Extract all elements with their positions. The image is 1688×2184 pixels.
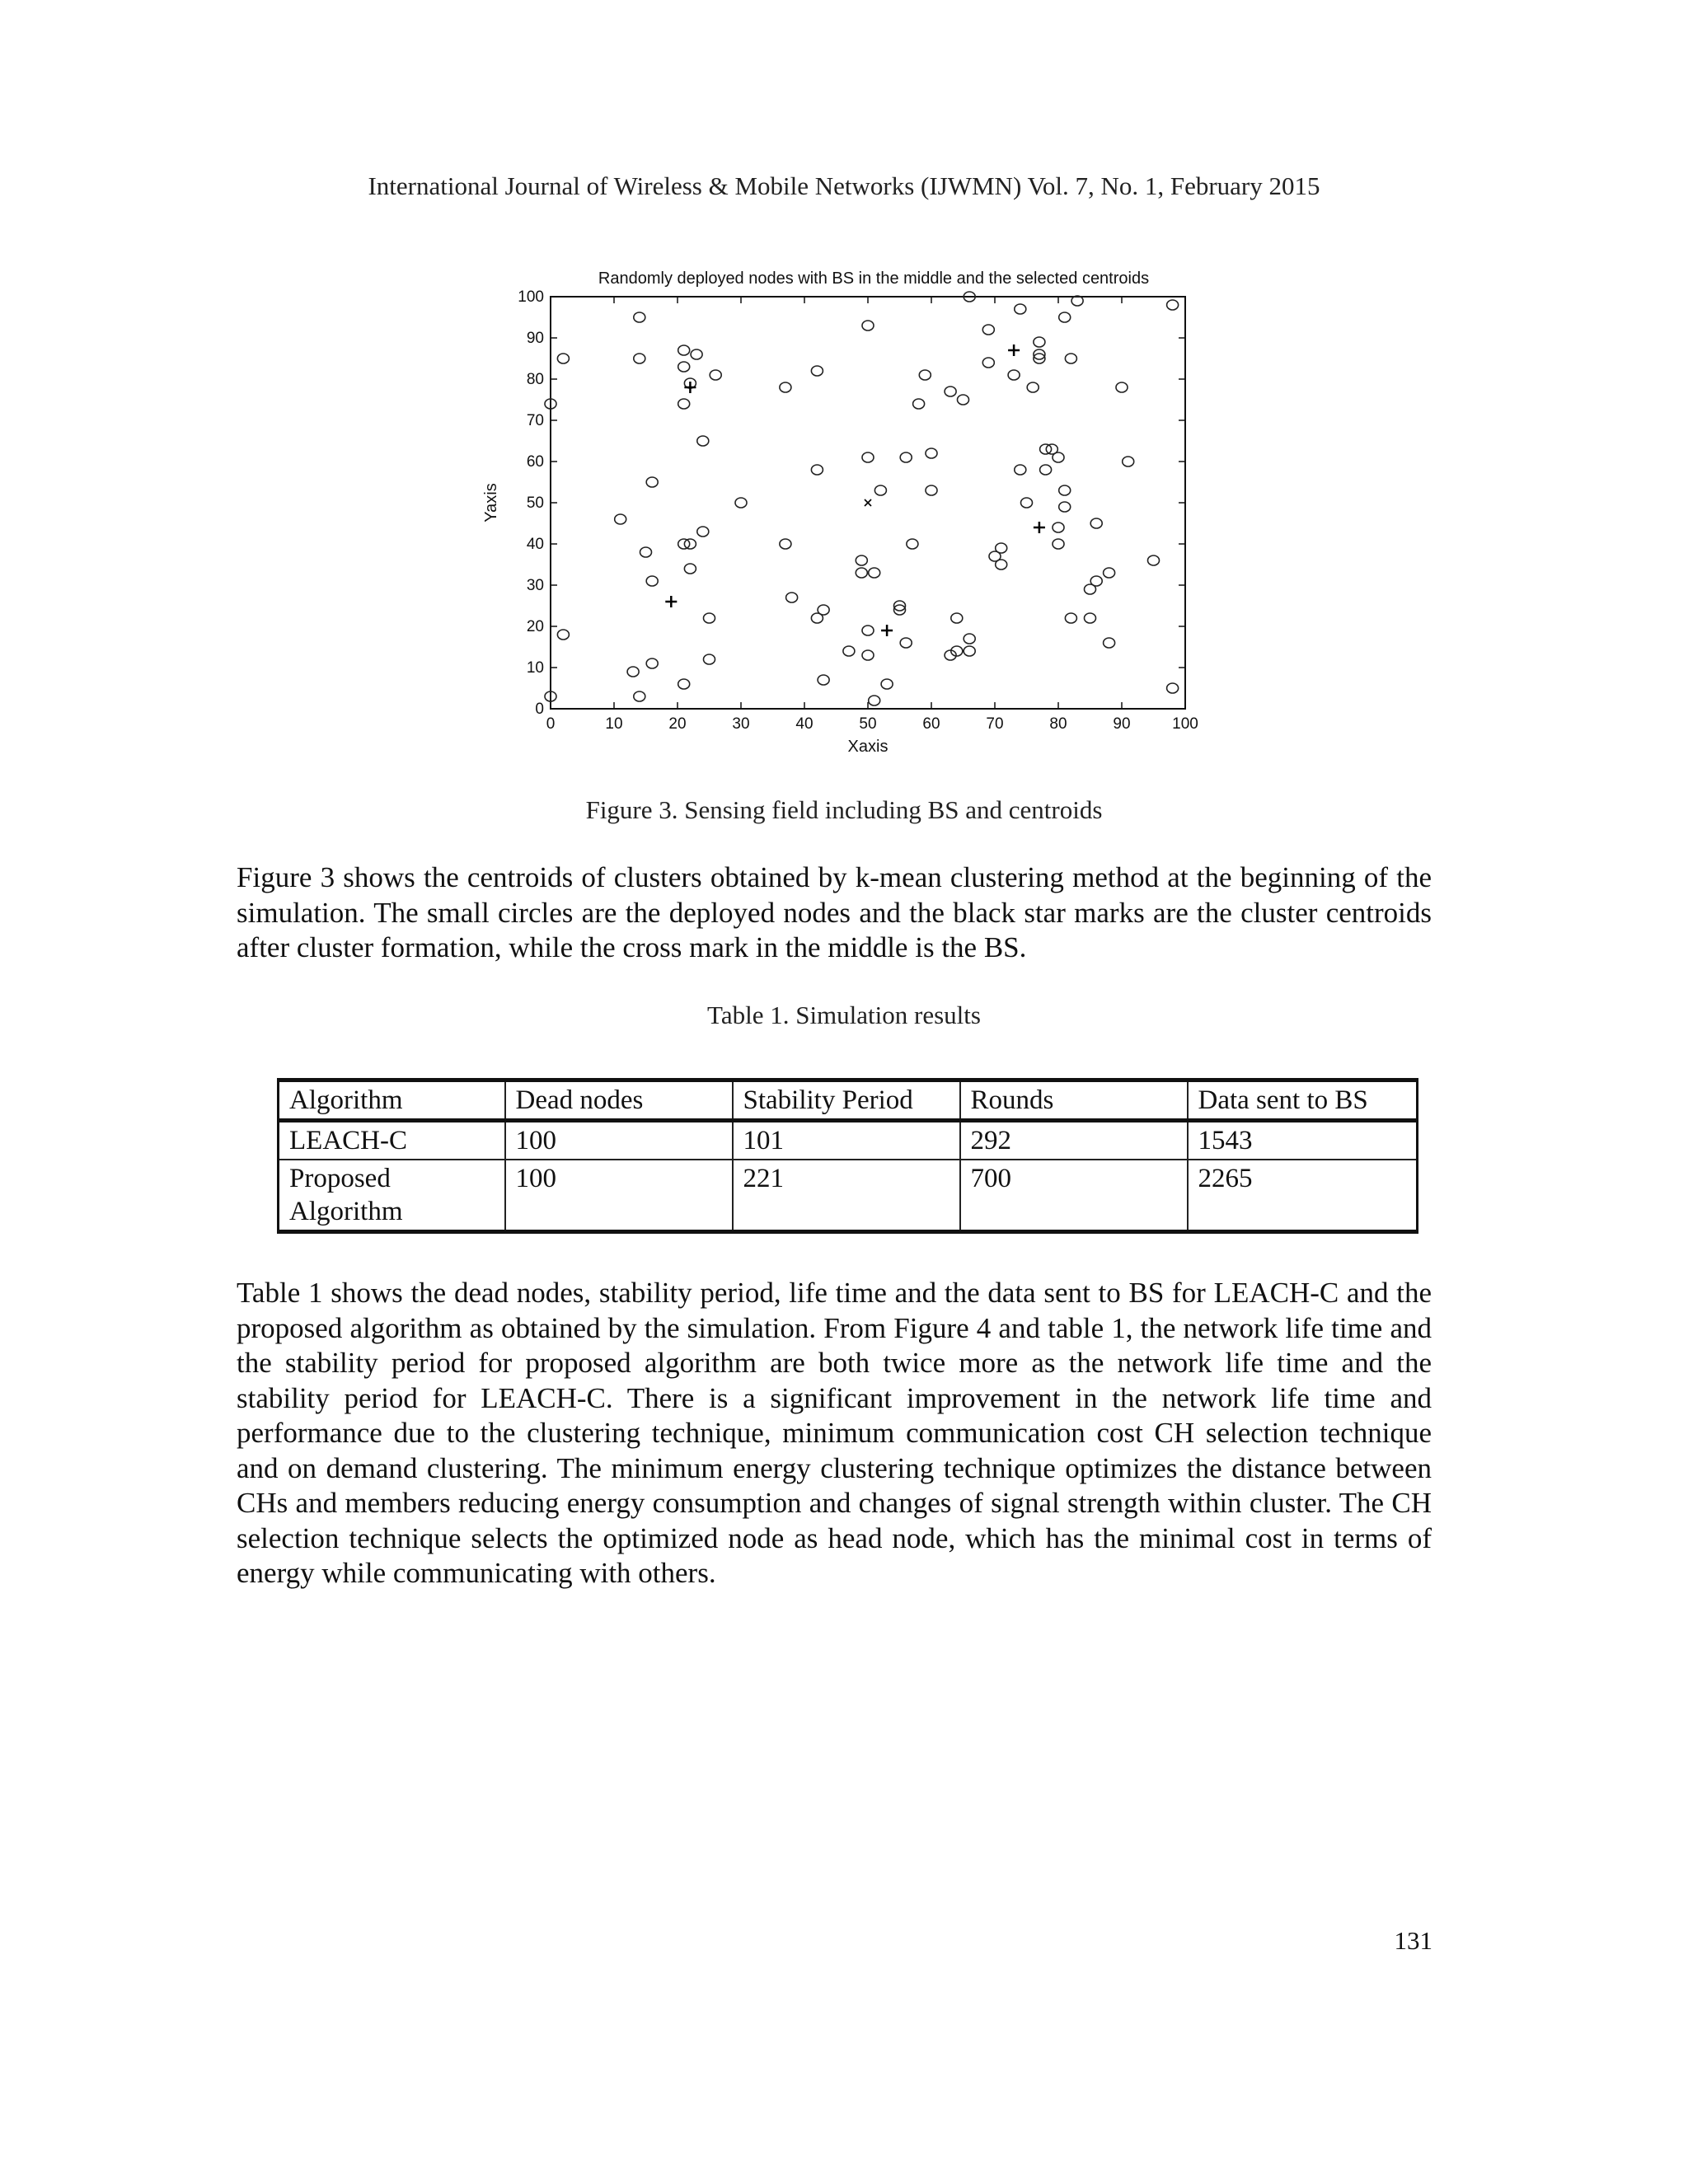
table-cell: 100 <box>505 1160 733 1232</box>
centroid-point <box>665 596 677 607</box>
node-point <box>1148 555 1160 565</box>
figure-caption: Figure 3. Sensing field including BS and centroids <box>585 795 1103 824</box>
node-point <box>811 366 823 376</box>
node-point <box>646 658 658 668</box>
node-point <box>856 555 867 565</box>
node-point <box>780 382 791 392</box>
table-cell: Proposed Algorithm <box>279 1160 505 1232</box>
node-point <box>958 395 969 405</box>
node-point <box>964 646 975 656</box>
node-point <box>1040 465 1052 475</box>
x-tick-label: 50 <box>859 715 877 733</box>
table-cell: 101 <box>733 1121 960 1160</box>
node-point <box>557 630 569 640</box>
node-point <box>862 626 874 635</box>
y-tick-label: 70 <box>526 412 544 429</box>
table-row <box>279 1121 1418 1160</box>
node-point <box>1104 568 1115 578</box>
header-algorithm: Algorithm <box>279 1080 505 1121</box>
y-tick-label: 0 <box>535 701 544 718</box>
node-point <box>1053 452 1064 462</box>
node-point <box>1059 502 1071 512</box>
table-cell: LEACH-C <box>279 1121 505 1160</box>
node-point <box>1059 485 1071 495</box>
node-point <box>1021 498 1033 508</box>
chart-title: Randomly deployed nodes with BS in the middle and the selected centroids <box>598 269 1150 288</box>
y-tick-label: 40 <box>526 536 544 553</box>
node-point <box>907 539 918 549</box>
table-cell: 1543 <box>1188 1121 1418 1160</box>
paragraph-1: Figure 3 shows the centroids of clusters obtained by k-mean clustering method at the beginning of the simulation. The small circles are the deployed nodes and the black star marks are the cluster centroids after cluster formation, while the cross mark in the middle is the BS. <box>237 861 1432 963</box>
node-point <box>780 539 791 549</box>
centroid-point <box>881 625 893 636</box>
results-table <box>277 1078 1418 1234</box>
x-tick-label: 60 <box>922 715 940 733</box>
node-point <box>811 465 823 475</box>
x-tick-label: 40 <box>795 715 814 733</box>
node-point <box>1085 613 1096 623</box>
x-tick-label: 30 <box>732 715 750 733</box>
node-point <box>678 679 690 689</box>
node-point <box>926 448 937 458</box>
y-tick-label: 80 <box>526 371 544 388</box>
node-point <box>634 691 645 701</box>
table-cell: 100 <box>505 1121 733 1160</box>
node-point <box>869 696 880 705</box>
node-point <box>615 514 626 524</box>
y-tick-label: 30 <box>526 577 544 594</box>
scatter-plot <box>470 262 1228 757</box>
node-point <box>926 485 937 495</box>
node-point <box>982 325 994 335</box>
y-tick-label: 10 <box>526 659 544 677</box>
node-point <box>818 675 829 685</box>
node-point <box>1053 539 1064 549</box>
x-tick-label: 20 <box>668 715 687 733</box>
node-point <box>1015 465 1026 475</box>
node-point <box>646 477 658 487</box>
x-tick-label: 0 <box>546 715 556 733</box>
x-tick-label: 10 <box>605 715 623 733</box>
x-tick-label: 90 <box>1113 715 1131 733</box>
node-point <box>1167 683 1179 693</box>
node-point <box>913 399 925 409</box>
node-point <box>678 345 690 355</box>
node-point <box>735 498 747 508</box>
header-dead-nodes: Dead nodes <box>505 1080 733 1121</box>
node-point <box>634 312 645 322</box>
x-tick-label: 80 <box>1049 715 1067 733</box>
y-tick-label: 60 <box>526 453 544 471</box>
y-tick-label: 20 <box>526 618 544 635</box>
header-data-sent: Data sent to BS <box>1188 1080 1418 1121</box>
node-point <box>1090 518 1102 528</box>
node-point <box>697 527 709 537</box>
paragraph-2: Table 1 shows the dead nodes, stability period, life time and the data sent to BS for LEACH-C and the proposed algorithm as obtained by the simulation. From Figure 4 and table 1, the network life time and the stability period for proposed algorithm are both twice more as the network life time and the stability period for LEACH-C. There is a significant improvement in the network life time and performance due to the clustering technique, minimum communication cost CH selection technique and on demand clustering. The minimum energy clustering technique optimizes the distance between CHs and members reducing energy consumption and changes of signal strength within cluster. The CH selection technique selects the optimized node as head node, which has the minimal cost in terms of energy while communicating with others. <box>237 1277 1432 1589</box>
node-point <box>1104 638 1115 648</box>
node-point <box>1116 382 1128 392</box>
x-tick-label: 100 <box>1172 715 1198 733</box>
node-point <box>1034 337 1045 347</box>
node-point <box>627 667 639 677</box>
header-rounds: Rounds <box>960 1080 1188 1121</box>
node-point <box>1008 370 1020 380</box>
running-header: International Journal of Wireless & Mobile Networks (IJWMN) Vol. 7, No. 1, February 2015 <box>368 171 1320 200</box>
node-point <box>640 547 652 557</box>
node-point <box>874 485 886 495</box>
node-point <box>1167 300 1179 310</box>
axis-ticks <box>518 288 1198 733</box>
node-point <box>1065 613 1076 623</box>
node-point <box>982 358 994 368</box>
base-station-point <box>865 499 871 506</box>
node-point <box>996 543 1007 553</box>
node-point <box>862 452 874 462</box>
table-cell: 2265 <box>1188 1160 1418 1232</box>
centroid-point <box>1008 344 1020 356</box>
page-number: 131 <box>1394 1926 1432 1955</box>
node-point <box>634 354 645 363</box>
node-point <box>1065 354 1076 363</box>
centroid-point <box>684 382 696 393</box>
node-point <box>1059 312 1071 322</box>
node-point <box>1015 304 1026 314</box>
node-point <box>1123 457 1134 466</box>
node-point <box>818 605 829 615</box>
y-axis-label: Yaxis <box>482 483 500 523</box>
table-header-row <box>279 1080 1418 1121</box>
node-point <box>678 362 690 372</box>
node-point <box>919 370 931 380</box>
header-stability-period: Stability Period <box>733 1080 960 1121</box>
node-point <box>856 568 867 578</box>
node-point <box>843 646 855 656</box>
node-point <box>786 593 798 602</box>
node-point <box>964 634 975 644</box>
data-marks <box>545 292 1179 705</box>
node-point <box>1090 576 1102 586</box>
node-point <box>697 436 709 446</box>
node-point <box>684 564 696 574</box>
node-point <box>710 370 721 380</box>
table-row <box>279 1160 1418 1232</box>
node-point <box>900 452 912 462</box>
node-point <box>869 568 880 578</box>
node-point <box>1053 523 1064 532</box>
node-point <box>996 560 1007 569</box>
y-tick-label: 90 <box>526 330 544 347</box>
x-tick-label: 70 <box>986 715 1004 733</box>
node-point <box>1027 382 1039 392</box>
node-point <box>646 576 658 586</box>
node-point <box>881 679 893 689</box>
node-point <box>862 650 874 660</box>
node-point <box>704 654 715 664</box>
x-axis-label: Xaxis <box>847 738 889 756</box>
table-caption: Table 1. Simulation results <box>707 1001 981 1029</box>
node-point <box>900 638 912 648</box>
table-cell: 700 <box>960 1160 1188 1232</box>
y-tick-label: 50 <box>526 494 544 512</box>
node-point <box>691 349 702 359</box>
node-point <box>951 613 963 623</box>
centroid-point <box>1034 522 1045 533</box>
node-point <box>678 399 690 409</box>
table-cell: 292 <box>960 1121 1188 1160</box>
node-point <box>862 321 874 330</box>
node-point <box>704 613 715 623</box>
node-point <box>945 387 956 396</box>
y-tick-label: 100 <box>518 288 544 306</box>
table-cell: 221 <box>733 1160 960 1232</box>
node-point <box>557 354 569 363</box>
